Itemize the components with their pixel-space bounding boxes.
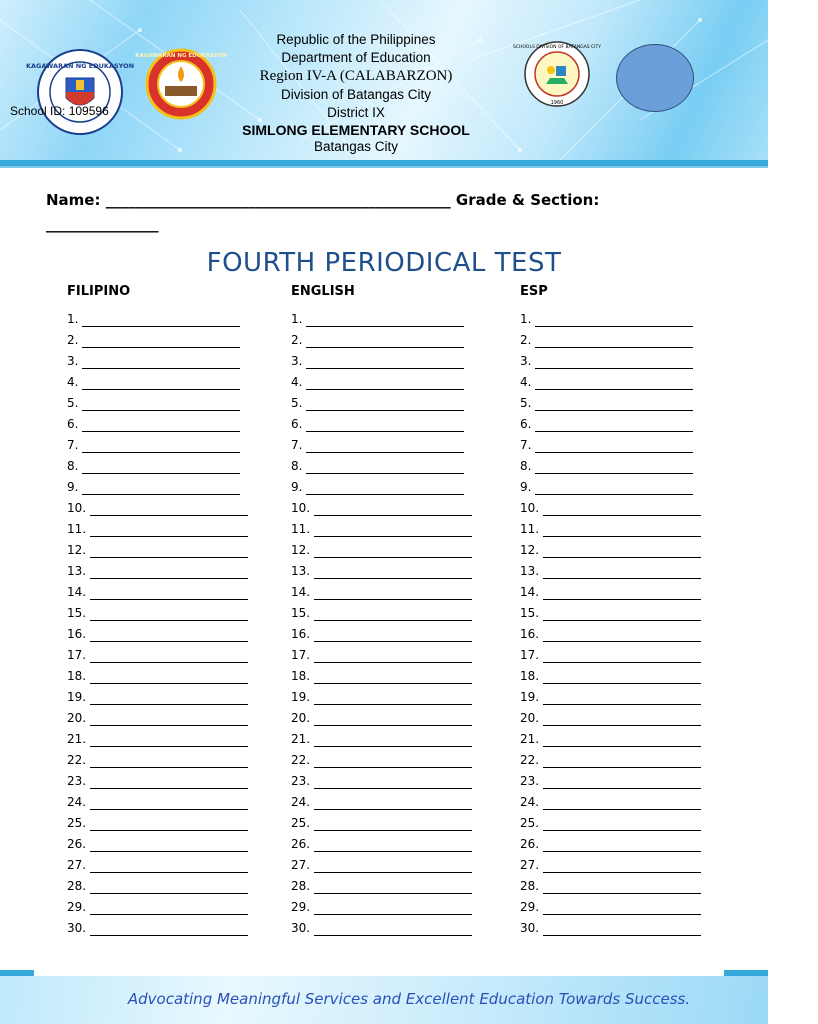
answer-item	[520, 579, 701, 600]
answer-column-english	[291, 306, 472, 936]
answer-blank[interactable]	[90, 733, 248, 747]
answer-blank[interactable]	[535, 460, 693, 474]
item-number: 18.	[67, 669, 87, 683]
item-number: 22.	[67, 753, 87, 767]
item-number: 10.	[67, 501, 87, 515]
item-number: 15.	[520, 606, 540, 620]
answer-blank[interactable]	[314, 775, 472, 789]
answer-item	[67, 579, 248, 600]
item-number: 15.	[291, 606, 311, 620]
item-number: 1.	[67, 312, 79, 326]
answer-blank[interactable]	[543, 838, 701, 852]
answer-blank[interactable]	[82, 439, 240, 453]
item-number: 28.	[291, 879, 311, 893]
item-number: 3.	[67, 354, 79, 368]
answer-blank[interactable]	[82, 397, 240, 411]
item-number: 16.	[291, 627, 311, 641]
item-number: 28.	[520, 879, 540, 893]
item-number: 30.	[520, 921, 540, 935]
item-number: 30.	[67, 921, 87, 935]
item-number: 18.	[291, 669, 311, 683]
answer-item	[291, 747, 472, 768]
column-heading-esp: ESP	[520, 284, 548, 299]
answer-item	[67, 894, 248, 915]
answer-blank[interactable]	[314, 712, 472, 726]
item-number: 27.	[291, 858, 311, 872]
answer-blank[interactable]	[90, 628, 248, 642]
answer-item	[291, 516, 472, 537]
answer-blank[interactable]	[543, 628, 701, 642]
item-number: 20.	[520, 711, 540, 725]
answer-blank[interactable]	[90, 502, 248, 516]
answer-item	[520, 558, 701, 579]
answer-blank[interactable]	[90, 712, 248, 726]
answer-blank[interactable]	[90, 565, 248, 579]
item-number: 26.	[520, 837, 540, 851]
answer-item	[520, 432, 701, 453]
answer-item	[291, 558, 472, 579]
answer-blank[interactable]	[90, 607, 248, 621]
item-number: 13.	[291, 564, 311, 578]
answer-blank[interactable]	[314, 586, 472, 600]
svg-text:1960: 1960	[550, 100, 564, 106]
answer-item	[520, 726, 701, 747]
answer-blank[interactable]	[314, 649, 472, 663]
answer-blank[interactable]	[314, 922, 472, 936]
item-number: 30.	[291, 921, 311, 935]
item-number: 22.	[520, 753, 540, 767]
answer-item	[520, 852, 701, 873]
answer-blank[interactable]	[543, 901, 701, 915]
item-number: 5.	[67, 396, 79, 410]
answer-blank[interactable]	[90, 880, 248, 894]
answer-item	[67, 789, 248, 810]
answer-blank[interactable]	[82, 376, 240, 390]
republic-line: Republic of the Philippines	[276, 32, 436, 47]
item-number: 14.	[291, 585, 311, 599]
answer-blank[interactable]	[543, 544, 701, 558]
answer-item	[520, 621, 701, 642]
answer-item	[291, 369, 472, 390]
answer-item	[520, 873, 701, 894]
item-number: 21.	[520, 732, 540, 746]
district-line: District IX	[327, 105, 385, 120]
column-heading-english: ENGLISH	[291, 284, 355, 299]
answer-blank[interactable]	[314, 607, 472, 621]
section-blank[interactable]: _______________	[46, 215, 159, 233]
item-number: 27.	[67, 858, 87, 872]
answer-blank[interactable]	[543, 565, 701, 579]
answer-blank[interactable]	[90, 838, 248, 852]
item-number: 11.	[67, 522, 87, 536]
answer-blank[interactable]	[90, 523, 248, 537]
answer-item	[67, 621, 248, 642]
answer-blank[interactable]	[90, 544, 248, 558]
answer-item	[291, 537, 472, 558]
answer-blank[interactable]	[543, 586, 701, 600]
item-number: 17.	[291, 648, 311, 662]
item-number: 1.	[291, 312, 303, 326]
footer-rule-gap	[34, 970, 724, 976]
answer-blank[interactable]	[306, 334, 464, 348]
answer-item	[291, 663, 472, 684]
item-number: 27.	[520, 858, 540, 872]
item-number: 12.	[520, 543, 540, 557]
item-number: 18.	[520, 669, 540, 683]
answer-item	[67, 684, 248, 705]
answer-item	[520, 684, 701, 705]
answer-blank[interactable]	[82, 313, 240, 327]
answer-item	[67, 411, 248, 432]
item-number: 23.	[291, 774, 311, 788]
item-number: 11.	[291, 522, 311, 536]
answer-blank[interactable]	[543, 607, 701, 621]
answer-blank[interactable]	[314, 796, 472, 810]
answer-blank[interactable]	[543, 796, 701, 810]
answer-blank[interactable]	[82, 460, 240, 474]
item-number: 23.	[67, 774, 87, 788]
answer-item	[520, 369, 701, 390]
item-number: 16.	[67, 627, 87, 641]
answer-blank[interactable]	[543, 754, 701, 768]
answer-item	[67, 747, 248, 768]
answer-blank[interactable]	[543, 859, 701, 873]
answer-item	[291, 474, 472, 495]
answer-item	[67, 768, 248, 789]
item-number: 4.	[291, 375, 303, 389]
answer-item	[520, 390, 701, 411]
item-number: 4.	[67, 375, 79, 389]
answer-item	[291, 915, 472, 936]
answer-blank[interactable]	[306, 439, 464, 453]
answer-item	[67, 873, 248, 894]
answer-blank[interactable]	[314, 502, 472, 516]
answer-item	[520, 495, 701, 516]
answer-item	[67, 810, 248, 831]
department-line: Department of Education	[281, 50, 431, 65]
page-title: FOURTH PERIODICAL TEST	[206, 248, 562, 278]
answer-item	[67, 915, 248, 936]
answer-blank[interactable]	[543, 691, 701, 705]
item-number: 22.	[291, 753, 311, 767]
answer-item	[520, 516, 701, 537]
item-number: 19.	[520, 690, 540, 704]
answer-column-esp	[520, 306, 701, 936]
answer-item	[520, 327, 701, 348]
answer-item	[67, 474, 248, 495]
answer-item	[520, 453, 701, 474]
answer-item	[520, 348, 701, 369]
answer-item	[291, 705, 472, 726]
answer-blank[interactable]	[90, 796, 248, 810]
answer-blank[interactable]	[314, 628, 472, 642]
answer-blank[interactable]	[306, 397, 464, 411]
answer-item	[291, 600, 472, 621]
answer-blank[interactable]	[90, 670, 248, 684]
item-number: 8.	[291, 459, 303, 473]
item-number: 21.	[291, 732, 311, 746]
answer-item	[291, 579, 472, 600]
item-number: 17.	[520, 648, 540, 662]
item-number: 26.	[67, 837, 87, 851]
answer-blank[interactable]	[314, 523, 472, 537]
answer-item	[291, 768, 472, 789]
answer-item	[67, 306, 248, 327]
item-number: 9.	[520, 480, 532, 494]
answer-item	[67, 852, 248, 873]
item-number: 24.	[291, 795, 311, 809]
answer-blank[interactable]	[306, 313, 464, 327]
answer-blank[interactable]	[535, 313, 693, 327]
item-number: 20.	[291, 711, 311, 725]
item-number: 17.	[67, 648, 87, 662]
item-number: 13.	[67, 564, 87, 578]
answer-item	[67, 705, 248, 726]
answer-item	[67, 537, 248, 558]
answer-blank[interactable]	[306, 376, 464, 390]
answer-item	[291, 684, 472, 705]
column-heading-filipino: FILIPINO	[67, 284, 131, 299]
item-number: 14.	[520, 585, 540, 599]
item-number: 5.	[291, 396, 303, 410]
answer-item	[67, 663, 248, 684]
answer-item	[520, 474, 701, 495]
svg-text:KAGAWARAN NG EDUKASYON: KAGAWARAN NG EDUKASYON	[25, 62, 135, 70]
school-name: SIMLONG ELEMENTARY SCHOOL	[242, 122, 470, 138]
division-line: Division of Batangas City	[280, 87, 432, 102]
item-number: 12.	[67, 543, 87, 557]
item-number: 19.	[67, 690, 87, 704]
item-number: 25.	[291, 816, 311, 830]
item-number: 7.	[291, 438, 303, 452]
answer-item	[520, 831, 701, 852]
footer-motto: Advocating Meaningful Services and Excellent Education Towards Success.	[127, 990, 691, 1008]
item-number: 8.	[67, 459, 79, 473]
answer-item	[291, 789, 472, 810]
answer-item	[67, 600, 248, 621]
answer-blank[interactable]	[543, 880, 701, 894]
item-number: 5.	[520, 396, 532, 410]
answer-item	[520, 810, 701, 831]
answer-item	[520, 705, 701, 726]
item-number: 10.	[291, 501, 311, 515]
answer-item	[520, 768, 701, 789]
answer-item	[520, 306, 701, 327]
item-number: 4.	[520, 375, 532, 389]
answer-blank[interactable]	[535, 397, 693, 411]
answer-item	[291, 873, 472, 894]
answer-item	[520, 642, 701, 663]
letterhead	[0, 0, 768, 168]
answer-item	[67, 558, 248, 579]
answer-item	[67, 390, 248, 411]
answer-blank[interactable]	[90, 691, 248, 705]
answer-item	[291, 852, 472, 873]
answer-blank[interactable]	[314, 670, 472, 684]
school-id: School ID: 109596	[10, 104, 109, 118]
item-number: 8.	[520, 459, 532, 473]
answer-blank[interactable]	[535, 418, 693, 432]
item-number: 12.	[291, 543, 311, 557]
answer-item	[291, 348, 472, 369]
answer-blank[interactable]	[314, 880, 472, 894]
answer-blank[interactable]	[314, 838, 472, 852]
answer-blank[interactable]	[535, 355, 693, 369]
answer-item	[67, 327, 248, 348]
item-number: 2.	[67, 333, 79, 347]
item-number: 13.	[520, 564, 540, 578]
answer-column-filipino	[67, 306, 248, 936]
answer-item	[291, 411, 472, 432]
answer-blank[interactable]	[543, 922, 701, 936]
answer-item	[291, 831, 472, 852]
item-number: 29.	[291, 900, 311, 914]
item-number: 14.	[67, 585, 87, 599]
deped-seal-icon	[25, 48, 135, 136]
item-number: 1.	[520, 312, 532, 326]
answer-item	[291, 453, 472, 474]
item-number: 3.	[291, 354, 303, 368]
answer-item	[291, 726, 472, 747]
answer-blank[interactable]	[306, 355, 464, 369]
answer-blank[interactable]	[90, 754, 248, 768]
answer-item	[520, 915, 701, 936]
answer-blank[interactable]	[543, 712, 701, 726]
answer-item	[291, 495, 472, 516]
answer-item	[520, 747, 701, 768]
answer-blank[interactable]	[82, 355, 240, 369]
answer-blank[interactable]	[306, 460, 464, 474]
answer-blank[interactable]	[82, 334, 240, 348]
item-number: 23.	[520, 774, 540, 788]
answer-blank[interactable]	[543, 502, 701, 516]
item-number: 21.	[67, 732, 87, 746]
item-number: 2.	[291, 333, 303, 347]
item-number: 9.	[291, 480, 303, 494]
item-number: 11.	[520, 522, 540, 536]
answer-blank[interactable]	[90, 859, 248, 873]
answer-blank[interactable]	[314, 565, 472, 579]
item-number: 19.	[291, 690, 311, 704]
item-number: 7.	[67, 438, 79, 452]
answer-item	[67, 726, 248, 747]
item-number: 25.	[67, 816, 87, 830]
answer-item	[291, 327, 472, 348]
item-number: 28.	[67, 879, 87, 893]
answer-blank[interactable]	[90, 922, 248, 936]
item-number: 15.	[67, 606, 87, 620]
answer-item	[67, 831, 248, 852]
svg-text:SCHOOLS DIVISION OF BATANGAS C: SCHOOLS DIVISION OF BATANGAS CITY	[512, 45, 602, 50]
answer-blank[interactable]	[543, 649, 701, 663]
answer-blank[interactable]	[90, 586, 248, 600]
answer-item	[67, 369, 248, 390]
item-number: 7.	[520, 438, 532, 452]
header-band-thin	[0, 166, 768, 168]
answer-blank[interactable]	[543, 733, 701, 747]
item-number: 20.	[67, 711, 87, 725]
answer-item	[520, 537, 701, 558]
answer-blank[interactable]	[314, 859, 472, 873]
answer-item	[520, 411, 701, 432]
answer-item	[291, 894, 472, 915]
item-number: 6.	[67, 417, 79, 431]
item-number: 16.	[520, 627, 540, 641]
answer-item	[291, 810, 472, 831]
item-number: 29.	[67, 900, 87, 914]
item-number: 26.	[291, 837, 311, 851]
answer-item	[67, 642, 248, 663]
name-grade-section-field[interactable]: Name: ______________________________________________ Grade & Section:	[46, 191, 600, 209]
answer-item	[291, 621, 472, 642]
answer-item	[67, 516, 248, 537]
answer-blank[interactable]	[543, 817, 701, 831]
answer-blank[interactable]	[314, 817, 472, 831]
answer-blank[interactable]	[535, 334, 693, 348]
item-number: 24.	[520, 795, 540, 809]
answer-blank[interactable]	[314, 754, 472, 768]
answer-blank[interactable]	[90, 649, 248, 663]
answer-item	[67, 432, 248, 453]
answer-item	[520, 600, 701, 621]
answer-item	[291, 390, 472, 411]
region-line: Region IV-A (CALABARZON)	[259, 68, 453, 84]
item-number: 2.	[520, 333, 532, 347]
answer-blank[interactable]	[314, 733, 472, 747]
answer-blank[interactable]	[535, 439, 693, 453]
item-number: 6.	[520, 417, 532, 431]
answer-item	[520, 663, 701, 684]
answer-blank[interactable]	[314, 691, 472, 705]
answer-item	[520, 789, 701, 810]
answer-blank[interactable]	[314, 901, 472, 915]
answer-blank[interactable]	[543, 775, 701, 789]
answer-item	[291, 306, 472, 327]
item-number: 29.	[520, 900, 540, 914]
item-number: 9.	[67, 480, 79, 494]
answer-blank[interactable]	[90, 901, 248, 915]
answer-blank[interactable]	[82, 418, 240, 432]
answer-item	[291, 432, 472, 453]
item-number: 6.	[291, 417, 303, 431]
answer-blank[interactable]	[90, 817, 248, 831]
answer-item	[67, 348, 248, 369]
item-number: 25.	[520, 816, 540, 830]
item-number: 10.	[520, 501, 540, 515]
answer-item	[291, 642, 472, 663]
answer-item	[67, 495, 248, 516]
answer-blank[interactable]	[535, 481, 693, 495]
school-logo-placeholder	[616, 44, 694, 112]
answer-blank[interactable]	[90, 775, 248, 789]
answer-blank[interactable]	[306, 418, 464, 432]
answer-item	[520, 894, 701, 915]
svg-text:KAGAWARAN NG EDUKASYON: KAGAWARAN NG EDUKASYON	[135, 53, 227, 59]
answer-blank[interactable]	[82, 481, 240, 495]
item-number: 3.	[520, 354, 532, 368]
answer-item	[67, 453, 248, 474]
answer-blank[interactable]	[306, 481, 464, 495]
schools-division-seal-icon	[512, 40, 602, 108]
item-number: 24.	[67, 795, 87, 809]
answer-blank[interactable]	[535, 376, 693, 390]
city-line: Batangas City	[313, 139, 399, 154]
answer-blank[interactable]	[543, 523, 701, 537]
answer-blank[interactable]	[314, 544, 472, 558]
answer-blank[interactable]	[543, 670, 701, 684]
